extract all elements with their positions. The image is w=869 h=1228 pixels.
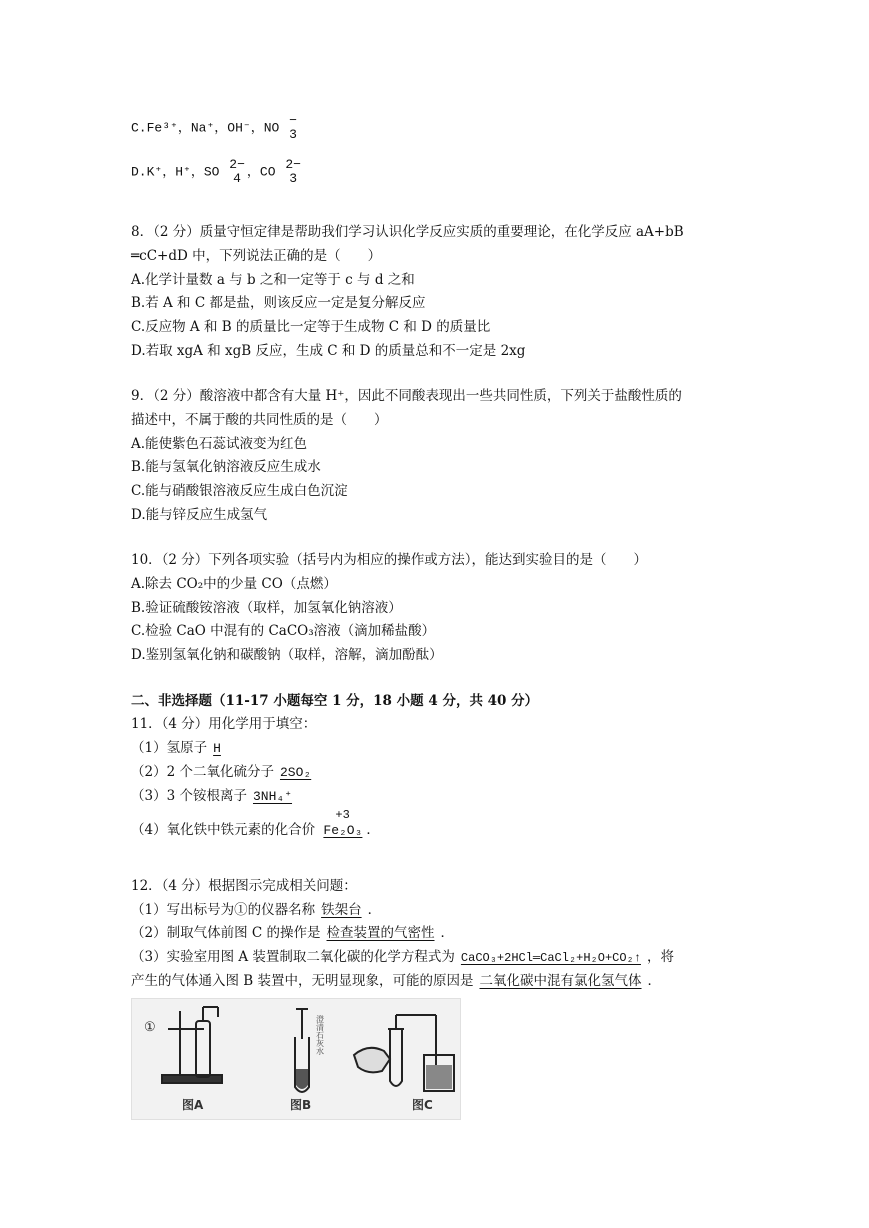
answer-blank: 3NH₄⁺ [252, 789, 293, 804]
period: ． [366, 822, 380, 838]
frac-top: − [289, 113, 297, 128]
part-prompt: （4）氧化铁中铁元素的化合价 [131, 822, 316, 838]
q11-part3 [131, 786, 298, 807]
q9-stem-line1: 9．（2 分）酸溶液中都含有大量 H⁺，因此不同酸表现出一些共同性质，下列关于盐酸性质的 [131, 388, 682, 404]
apparatus-b [295, 1009, 309, 1092]
part-prompt: （2）2 个二氧化硫分子 [131, 764, 274, 780]
charge-fraction [229, 158, 245, 186]
q9-option-c: C.能与硝酸银溶液反应生成白色沉淀 [131, 483, 348, 499]
q10-option-c: C.检验 CaO 中混有的 CaCO₃溶液（滴加稀盐酸） [131, 623, 436, 639]
answer-blank [319, 808, 366, 841]
part-prompt: （2）制取气体前图 C 的操作是 [131, 925, 321, 941]
answer-blank: 二氧化碳中混有氯化氢气体 [479, 973, 642, 989]
frac-top: 2− [229, 157, 245, 172]
option-d-ions [131, 158, 303, 186]
q10-option-a: A.除去 CO₂中的少量 CO（点燃） [131, 576, 337, 592]
frac-bottom: 3 [289, 127, 297, 142]
q8-option-d: D.若取 xgA 和 xgB 反应，生成 C 和 D 的质量总和不一定是 2xg [131, 343, 526, 359]
answer-blank: 铁架台 [321, 902, 362, 918]
ion-list: K⁺，H⁺，SO [146, 164, 220, 180]
q9-option-d: D.能与锌反应生成氢气 [131, 507, 268, 523]
apparatus-a [162, 1007, 222, 1083]
q12-part1 [131, 900, 381, 920]
marker-circled-1: ① [144, 1020, 156, 1035]
ion-list: Fe³⁺，Na⁺，OH⁻，NO [146, 120, 280, 136]
frac-bottom: 4 [233, 171, 241, 186]
part-prompt: （1）写出标号为①的仪器名称 [131, 902, 316, 918]
q9-option-a: A.能使紫色石蕊试液变为红色 [131, 436, 308, 452]
part-prompt: （3）实验室用图 A 装置制取二氧化碳的化学方程式为 [131, 949, 455, 965]
q10-stem: 10．（2 分）下列各项实验（括号内为相应的操作或方法），能达到实验目的是（ ） [131, 552, 648, 568]
option-label: C. [131, 120, 147, 136]
option-c-ions [131, 114, 299, 142]
q11-part1 [131, 738, 227, 759]
answer-blank: H [213, 741, 221, 756]
part-prompt: 产生的气体通入图 B 装置中，无明显现象，可能的原因是 [131, 973, 474, 989]
q12-part3 [131, 947, 674, 968]
part-prompt: （3）3 个铵根离子 [131, 788, 247, 804]
frac-bottom: 3 [289, 171, 298, 186]
q11-part4 [131, 808, 380, 841]
answer-blank: 2SO₂ [279, 765, 312, 780]
charge-fraction [285, 158, 301, 186]
part-prompt: （1）氢原子 [131, 740, 208, 756]
charge-fraction [289, 114, 297, 142]
option-label: D. [131, 164, 147, 180]
q9-stem-line2: 描述中，不属于酸的共同性质的是（ ） [131, 412, 388, 428]
tube-label: 澄清石灰水 [315, 1015, 325, 1055]
formula: Fe₂O₃ [323, 823, 363, 838]
q12-part3-cont [131, 971, 661, 991]
q10-option-b: B.验证硫酸铵溶液（取样，加氢氧化钠溶液） [131, 600, 402, 616]
q11-part2 [131, 762, 317, 783]
q8-option-b: B.若 A 和 C 都是盐，则该反应一定是复分解反应 [131, 295, 426, 311]
answer-blank: CaCO₃+2HCl═CaCl₂+H₂O+CO₂↑ [460, 951, 641, 965]
q12-part2 [131, 923, 454, 943]
valence-mark: +3 [335, 808, 350, 822]
q8-option-a: A.化学计量数 a 与 b 之和一定等于 c 与 d 之和 [131, 272, 415, 288]
q8-stem-line2: ═cC+dD 中，下列说法正确的是（ ） [131, 248, 382, 264]
period: ． [440, 925, 455, 941]
q9-option-b: B.能与氢氧化钠溶液反应生成水 [131, 459, 321, 475]
answer-blank: 检查装置的气密性 [326, 925, 435, 941]
part-prompt: ，将 [646, 949, 674, 965]
q10-option-d: D.鉴别氢氧化钠和碳酸钠（取样，溶解，滴加酚酞） [131, 647, 443, 663]
figure-label-a: 图A [182, 1098, 204, 1112]
section-heading: 二、非选择题（11-17 小题每空 1 分，18 小题 4 分，共 40 分） [131, 693, 539, 709]
q8-stem-line1: 8．（2 分）质量守恒定律是帮助我们学习认识化学反应实质的重要理论，在化学反应 aA+bB [131, 224, 684, 240]
q11-stem: 11．（4 分）用化学用于填空： [131, 716, 317, 732]
figure-label-c: 图C [412, 1098, 433, 1112]
ion-list: ，CO [246, 164, 276, 180]
period: ． [647, 973, 662, 989]
frac-top: 2− [285, 157, 301, 172]
figure-label-b: 图B [290, 1098, 312, 1112]
apparatus-figure [131, 998, 461, 1120]
q12-stem: 12．（4 分）根据图示完成相关问题： [131, 878, 357, 894]
q8-option-c: C.反应物 A 和 B 的质量比一定等于生成物 C 和 D 的质量比 [131, 319, 491, 335]
period: ． [367, 902, 382, 918]
